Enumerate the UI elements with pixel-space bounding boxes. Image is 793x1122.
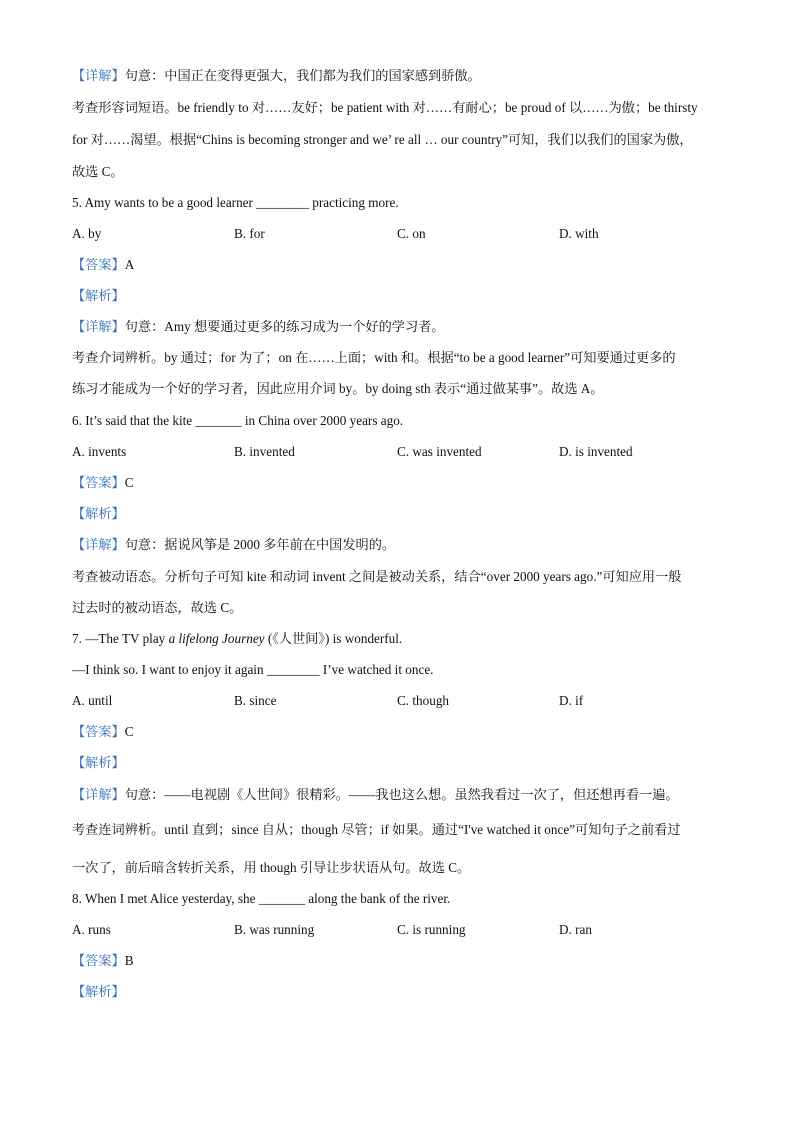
question-stem: [72, 630, 402, 648]
detail-text: 句意：据说风筝是 2000 多年前在中国发明的。: [124, 537, 396, 552]
answer-line: [72, 723, 134, 741]
stem-text: 7. —The TV play: [72, 631, 169, 646]
explanation-line: 故选 C。: [72, 164, 124, 179]
option-d: D. with: [559, 226, 599, 241]
option-a: A. by: [72, 226, 102, 241]
option-b: B. since: [234, 693, 277, 708]
option-c: C. was invented: [397, 444, 482, 459]
detail-text: 句意：中国正在变得更强大，我们都为我们的国家感到骄傲。: [124, 68, 481, 83]
detail-text: 句意：Amy 想要通过更多的练习成为一个好的学习者。: [124, 319, 445, 334]
answer-value: C: [124, 724, 134, 739]
detail-text: 句意：——电视剧《人世间》很精彩。——我也这么想。虽然我看过一次了，但还想再看一遍。: [124, 787, 679, 802]
analysis-tag: 【解析】: [72, 506, 125, 521]
answer-line: [72, 256, 134, 274]
question-stem: 6. It’s said that the kite _______ in China over 2000 years ago.: [72, 413, 404, 428]
answer-tag: 【答案】: [72, 953, 125, 968]
explanation-line: 过去时的被动语态，故选 C。: [72, 600, 243, 615]
answer-tag: 【答案】: [72, 257, 125, 272]
explanation-line: 练习才能成为一个好的学习者，因此应用介词 by。by doing sth 表示“通过做某事”。故选 A。: [72, 381, 604, 396]
analysis-tag: 【解析】: [72, 755, 125, 770]
option-b: B. invented: [234, 444, 295, 459]
answer-value: C: [124, 475, 134, 490]
option-d: D. if: [559, 693, 584, 708]
detail-line: [72, 536, 395, 554]
stem-text: (《人世间》) is wonderful.: [264, 631, 403, 646]
explanation-line: for 对……渴望。根据“Chins is becoming stronger and we’ re all … our country”可知，我们以我们的国家为傲，: [72, 132, 693, 147]
detail-tag: 【详解】: [72, 319, 125, 334]
option-b: B. was running: [234, 922, 315, 937]
option-d: D. is invented: [559, 444, 633, 459]
option-c: C. is running: [397, 922, 466, 937]
detail-line: [72, 318, 445, 336]
answer-line: [72, 474, 134, 492]
answer-value: A: [124, 257, 135, 272]
answer-line: [72, 952, 134, 970]
answer-tag: 【答案】: [72, 475, 125, 490]
explanation-line: 一次了，前后暗含转折关系，用 though 引导让步状语从句。故选 C。: [72, 860, 471, 875]
question-stem: 8. When I met Alice yesterday, she _______ along the bank of the river.: [72, 891, 451, 906]
detail-line: [72, 786, 679, 804]
detail-tag: 【详解】: [72, 68, 125, 83]
explanation-line: 考查被动语态。分析句子可知 kite 和动词 invent 之间是被动关系，结合“over 2000 years ago.”可知应用一般: [72, 569, 682, 584]
detail-tag: 【详解】: [72, 787, 125, 802]
answer-value: B: [124, 953, 134, 968]
option-d: D. ran: [559, 922, 592, 937]
play-title: a lifelong Journey: [168, 631, 265, 646]
option-c: C. though: [397, 693, 450, 708]
question-stem: 5. Amy wants to be a good learner ________ practicing more.: [72, 195, 399, 210]
explanation-line: 考查介词辨析。by 通过；for 为了；on 在……上面；with 和。根据“to be a good learner”可知要通过更多的: [72, 350, 676, 365]
answer-tag: 【答案】: [72, 724, 125, 739]
option-a: A. until: [72, 693, 113, 708]
detail-tag: 【详解】: [72, 537, 125, 552]
option-a: A. runs: [72, 922, 111, 937]
explanation-line: 考查连词辨析。until 直到；since 自从；though 尽管；if 如果。通过“I've watched it once”可知句子之前看过: [72, 822, 681, 837]
explanation-line: 考查形容词短语。be friendly to 对……友好；be patient with 对……有耐心；be proud of 以……为傲；be thirsty: [72, 100, 698, 115]
analysis-tag: 【解析】: [72, 288, 125, 303]
analysis-tag: 【解析】: [72, 984, 125, 999]
option-b: B. for: [234, 226, 265, 241]
detail-line: [72, 67, 481, 85]
option-c: C. on: [397, 226, 426, 241]
question-stem-reply: —I think so. I want to enjoy it again ________ I’ve watched it once.: [72, 662, 434, 677]
option-a: A. invents: [72, 444, 127, 459]
